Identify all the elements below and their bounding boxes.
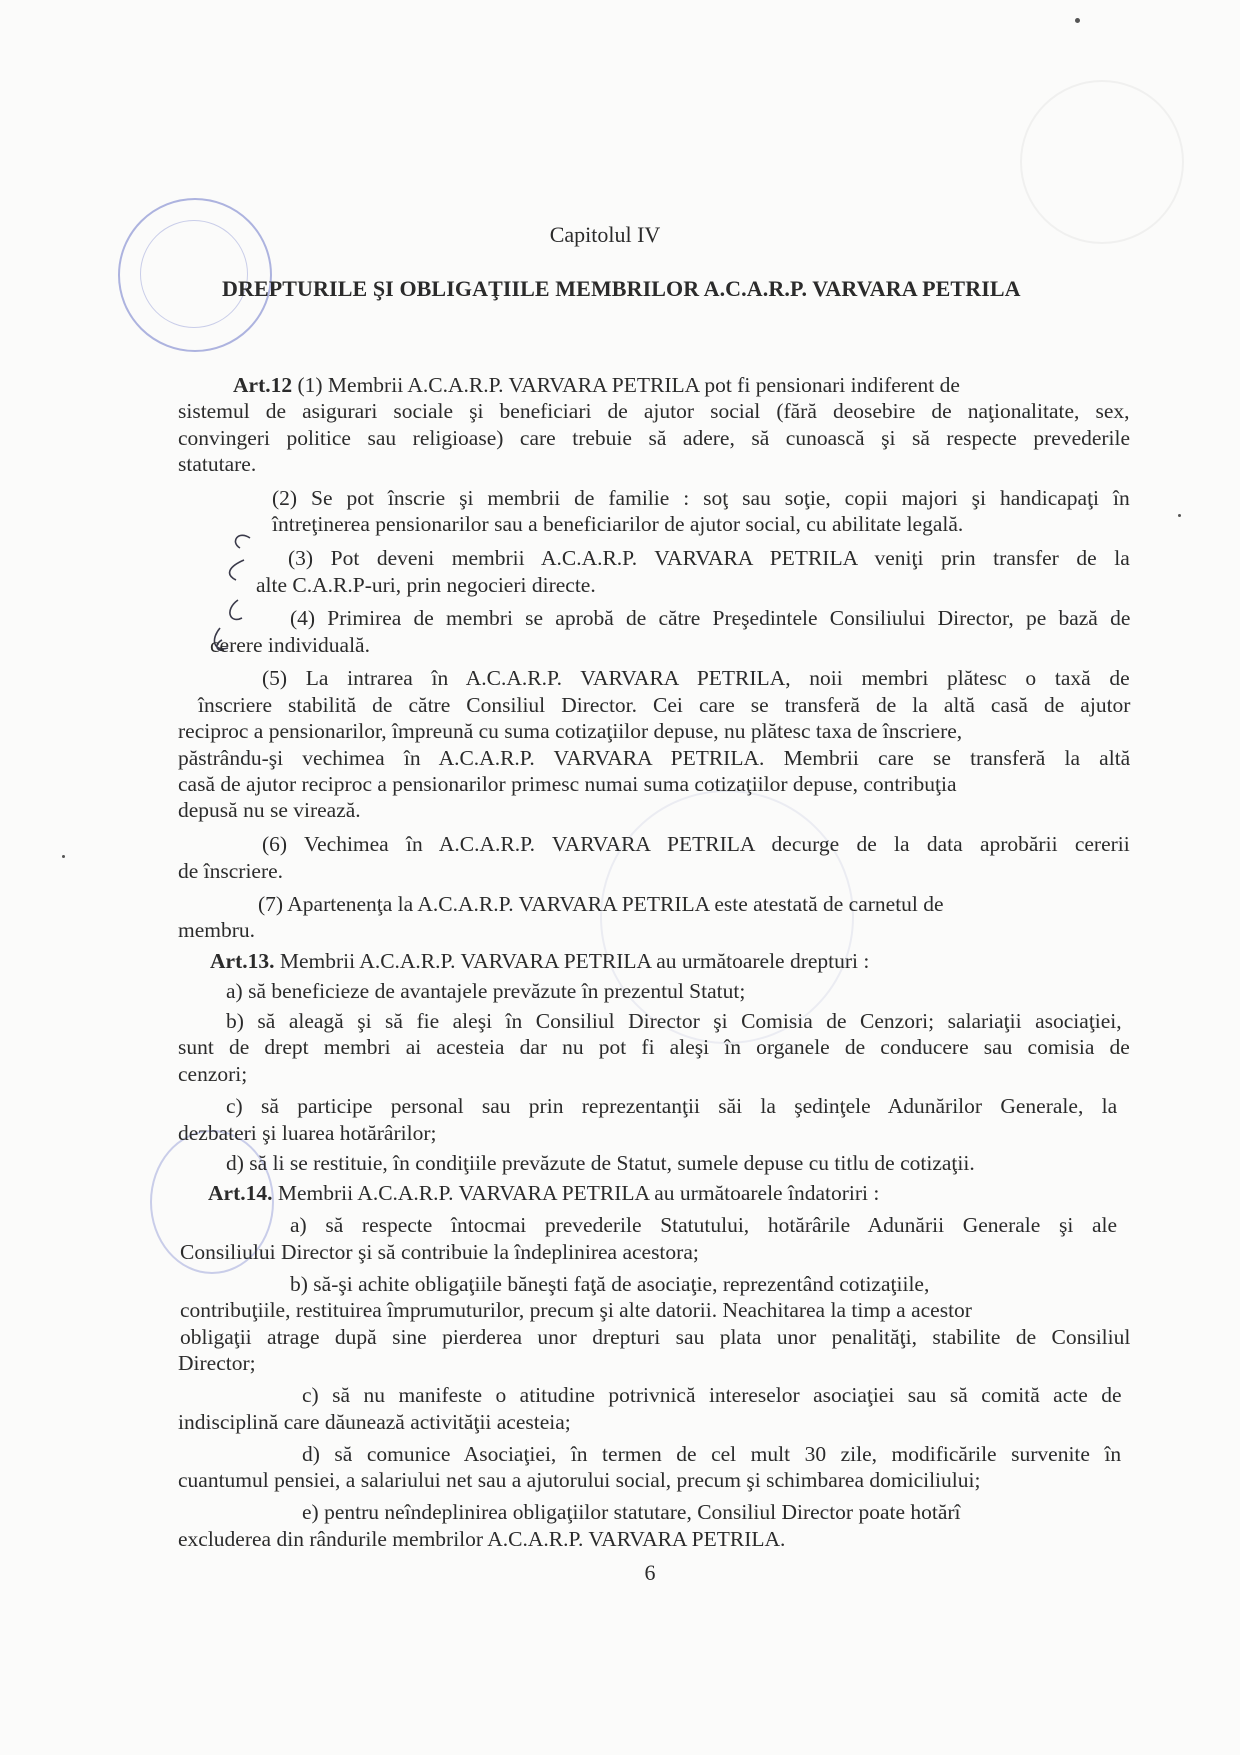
line-text: d) să li se restituie, în condiţiile prevăzute de Statut, sumele depuse cu titlu de cotizaţii. [226, 1151, 975, 1175]
chapter-heading: DREPTURILE ŞI OBLIGAŢIILE MEMBRILOR A.C.A.R.P. VARVARA PETRILA [222, 276, 1021, 301]
text-line [178, 1350, 256, 1377]
line-text: indisciplină care dăunează activităţii acesteia; [178, 1410, 571, 1434]
text-line [178, 1061, 247, 1088]
line-text: Membrii A.C.A.R.P. VARVARA PETRILA au următoarele îndatoriri : [277, 1181, 880, 1205]
text-line [288, 545, 1130, 572]
speck-dot [62, 855, 65, 858]
line-text: (3) Pot deveni membrii A.C.A.R.P. VARVARA PETRILA veniţi prin transfer de la [288, 546, 1130, 570]
line-text: alte C.A.R.P-uri, prin negocieri directe. [256, 573, 596, 597]
line-text: păstrându-şi vechimea în A.C.A.R.P. VARVARA PETRILA. Membrii care se transferă la altă [178, 746, 1131, 770]
line-text: d) să comunice Asociaţiei, în termen de cel mult 30 zile, modificările survenite în [302, 1442, 1122, 1466]
text-line [226, 978, 745, 1005]
text-line [178, 425, 1130, 452]
line-text: cuantumul pensiei, a salariului net sau a ajutorului social, precum şi schimbarea domiciliului; [178, 1468, 981, 1492]
text-line [180, 1297, 972, 1324]
text-line [258, 891, 944, 918]
text-line [290, 1212, 1117, 1239]
line-text: c) să participe personal sau prin reprezentanţii săi la şedinţele Adunărilor Generale, la [226, 1094, 1118, 1118]
text-line [256, 572, 596, 599]
line-text: e) pentru neîndeplinirea obligaţiilor statutare, Consiliul Director poate hotărî [302, 1500, 961, 1524]
text-line [262, 665, 1130, 692]
line-text: contribuţiile, restituirea împrumuturilor, precum şi alte datorii. Neachitarea la timp a acestor [180, 1298, 972, 1322]
text-line [178, 398, 1130, 425]
line-text: înscriere stabilită de către Consiliul Director. Cei care se transferă de la altă casă de ajutor [198, 693, 1131, 717]
text-line [302, 1441, 1121, 1468]
line-text: (6) Vechimea în A.C.A.R.P. VARVARA PETRILA decurge de la data aprobării cererii [262, 832, 1130, 856]
line-text: statutare. [178, 452, 257, 476]
chapter-title: Capitolul IV [549, 222, 661, 247]
line-text: Membrii A.C.A.R.P. VARVARA PETRILA au următoarele drepturi : [279, 949, 870, 973]
text-line [290, 1271, 929, 1298]
line-text: c) să nu manifeste o atitudine potrivnică intereselor asociaţiei sau să comită acte de [302, 1383, 1122, 1407]
line-text: (4) Primirea de membri se aprobă de către Preşedintele Consiliului Director, pe bază de [290, 606, 1131, 630]
text-line [178, 917, 255, 944]
line-text: întreţinerea pensionarilor sau a beneficiarilor de ajutor social, cu abilitate legală. [272, 512, 964, 536]
line-text: (1) Membrii A.C.A.R.P. VARVARA PETRILA pot fi pensionari indiferent de [297, 373, 960, 397]
speck-dot [1075, 18, 1080, 23]
line-text: reciproc a pensionarilor, împreună cu suma cotizaţiilor depuse, nu plătesc taxa de înscriere, [178, 719, 963, 743]
text-line [178, 1526, 785, 1553]
line-text: depusă nu se virează. [178, 798, 361, 822]
text-line [178, 745, 1130, 772]
text-line [178, 771, 957, 798]
text-line [178, 858, 283, 885]
line-text: cerere individuală. [210, 633, 370, 657]
line-text: membru. [178, 918, 256, 942]
line-text: Director; [178, 1351, 256, 1375]
text-line [210, 632, 370, 659]
text-line [178, 1120, 436, 1147]
text-line [210, 948, 869, 975]
text-line [178, 797, 361, 824]
line-text: de înscriere. [178, 859, 284, 883]
text-line [178, 718, 962, 745]
text-line [290, 605, 1130, 632]
line-text: (7) Apartenenţa la A.C.A.R.P. VARVARA PETRILA este atestată de carnetul de [258, 892, 944, 916]
text-line [180, 1324, 1130, 1351]
text-line [178, 1034, 1130, 1061]
article-number: Art.14. [208, 1181, 273, 1205]
line-text: cenzori; [178, 1062, 248, 1086]
text-line [208, 1180, 879, 1207]
text-line [178, 1409, 571, 1436]
line-text: a) să respecte întocmai prevederile Statutului, hotărârile Adunării Generale şi ale [290, 1213, 1118, 1237]
text-line [226, 1008, 1122, 1035]
text-line [226, 1150, 975, 1177]
article-number: Art.13. [210, 949, 275, 973]
line-text: b) să-şi achite obligaţiile băneşti faţă de asociaţie, reprezentând cotizaţiile, [290, 1272, 930, 1296]
page-number: 6 [644, 1560, 656, 1585]
line-text: dezbateri şi luarea hotărârilor; [178, 1121, 437, 1145]
speck-dot [1178, 514, 1181, 517]
text-line [272, 511, 963, 538]
text-line [302, 1382, 1122, 1409]
line-text: (2) Se pot înscrie şi membrii de familie : soţ sau soţie, copii majori şi handicapaţi în [272, 486, 1130, 510]
line-text: obligaţii atrage după sine pierderea unor drepturi sau plata unor penalităţi, stabilite de Consiliul [180, 1325, 1131, 1349]
line-text: casă de ajutor reciproc a pensionarilor primesc numai suma cotizaţiilor depuse, contribuţia [178, 772, 957, 796]
text-line [178, 1467, 980, 1494]
stamp-seal-top-right-faint [1020, 80, 1184, 244]
line-text: sistemul de asigurari sociale şi beneficiari de ajutor social (fără deosebire de naţionalitate, sex, [178, 399, 1130, 423]
text-line [198, 692, 1130, 719]
line-text: excluderea din rândurile membrilor A.C.A.R.P. VARVARA PETRILA. [178, 1527, 786, 1551]
line-text: sunt de drept membri ai acesteia dar nu pot fi aleşi în organele de conducere sau comisia de [178, 1035, 1130, 1059]
line-text: (5) La intrarea în A.C.A.R.P. VARVARA PETRILA, noii membri plătesc o taxă de [262, 666, 1130, 690]
text-line [302, 1499, 961, 1526]
line-text: b) să aleagă şi să fie aleşi în Consiliul Director şi Comisia de Cenzori; salariaţii asociaţiei, [226, 1009, 1122, 1033]
line-text: Consiliului Director şi să contribuie la îndeplinirea acestora; [180, 1240, 699, 1264]
text-line [178, 451, 256, 478]
text-line [272, 485, 1130, 512]
text-line [233, 372, 960, 399]
line-text: a) să beneficieze de avantajele prevăzute în prezentul Statut; [226, 979, 746, 1003]
line-text: convingeri politice sau religioase) care trebuie să adere, să cunoască şi să respecte prevederile [178, 426, 1131, 450]
text-line [262, 831, 1130, 858]
text-line [180, 1239, 699, 1266]
article-number: Art.12 [233, 373, 293, 397]
text-line [226, 1093, 1117, 1120]
